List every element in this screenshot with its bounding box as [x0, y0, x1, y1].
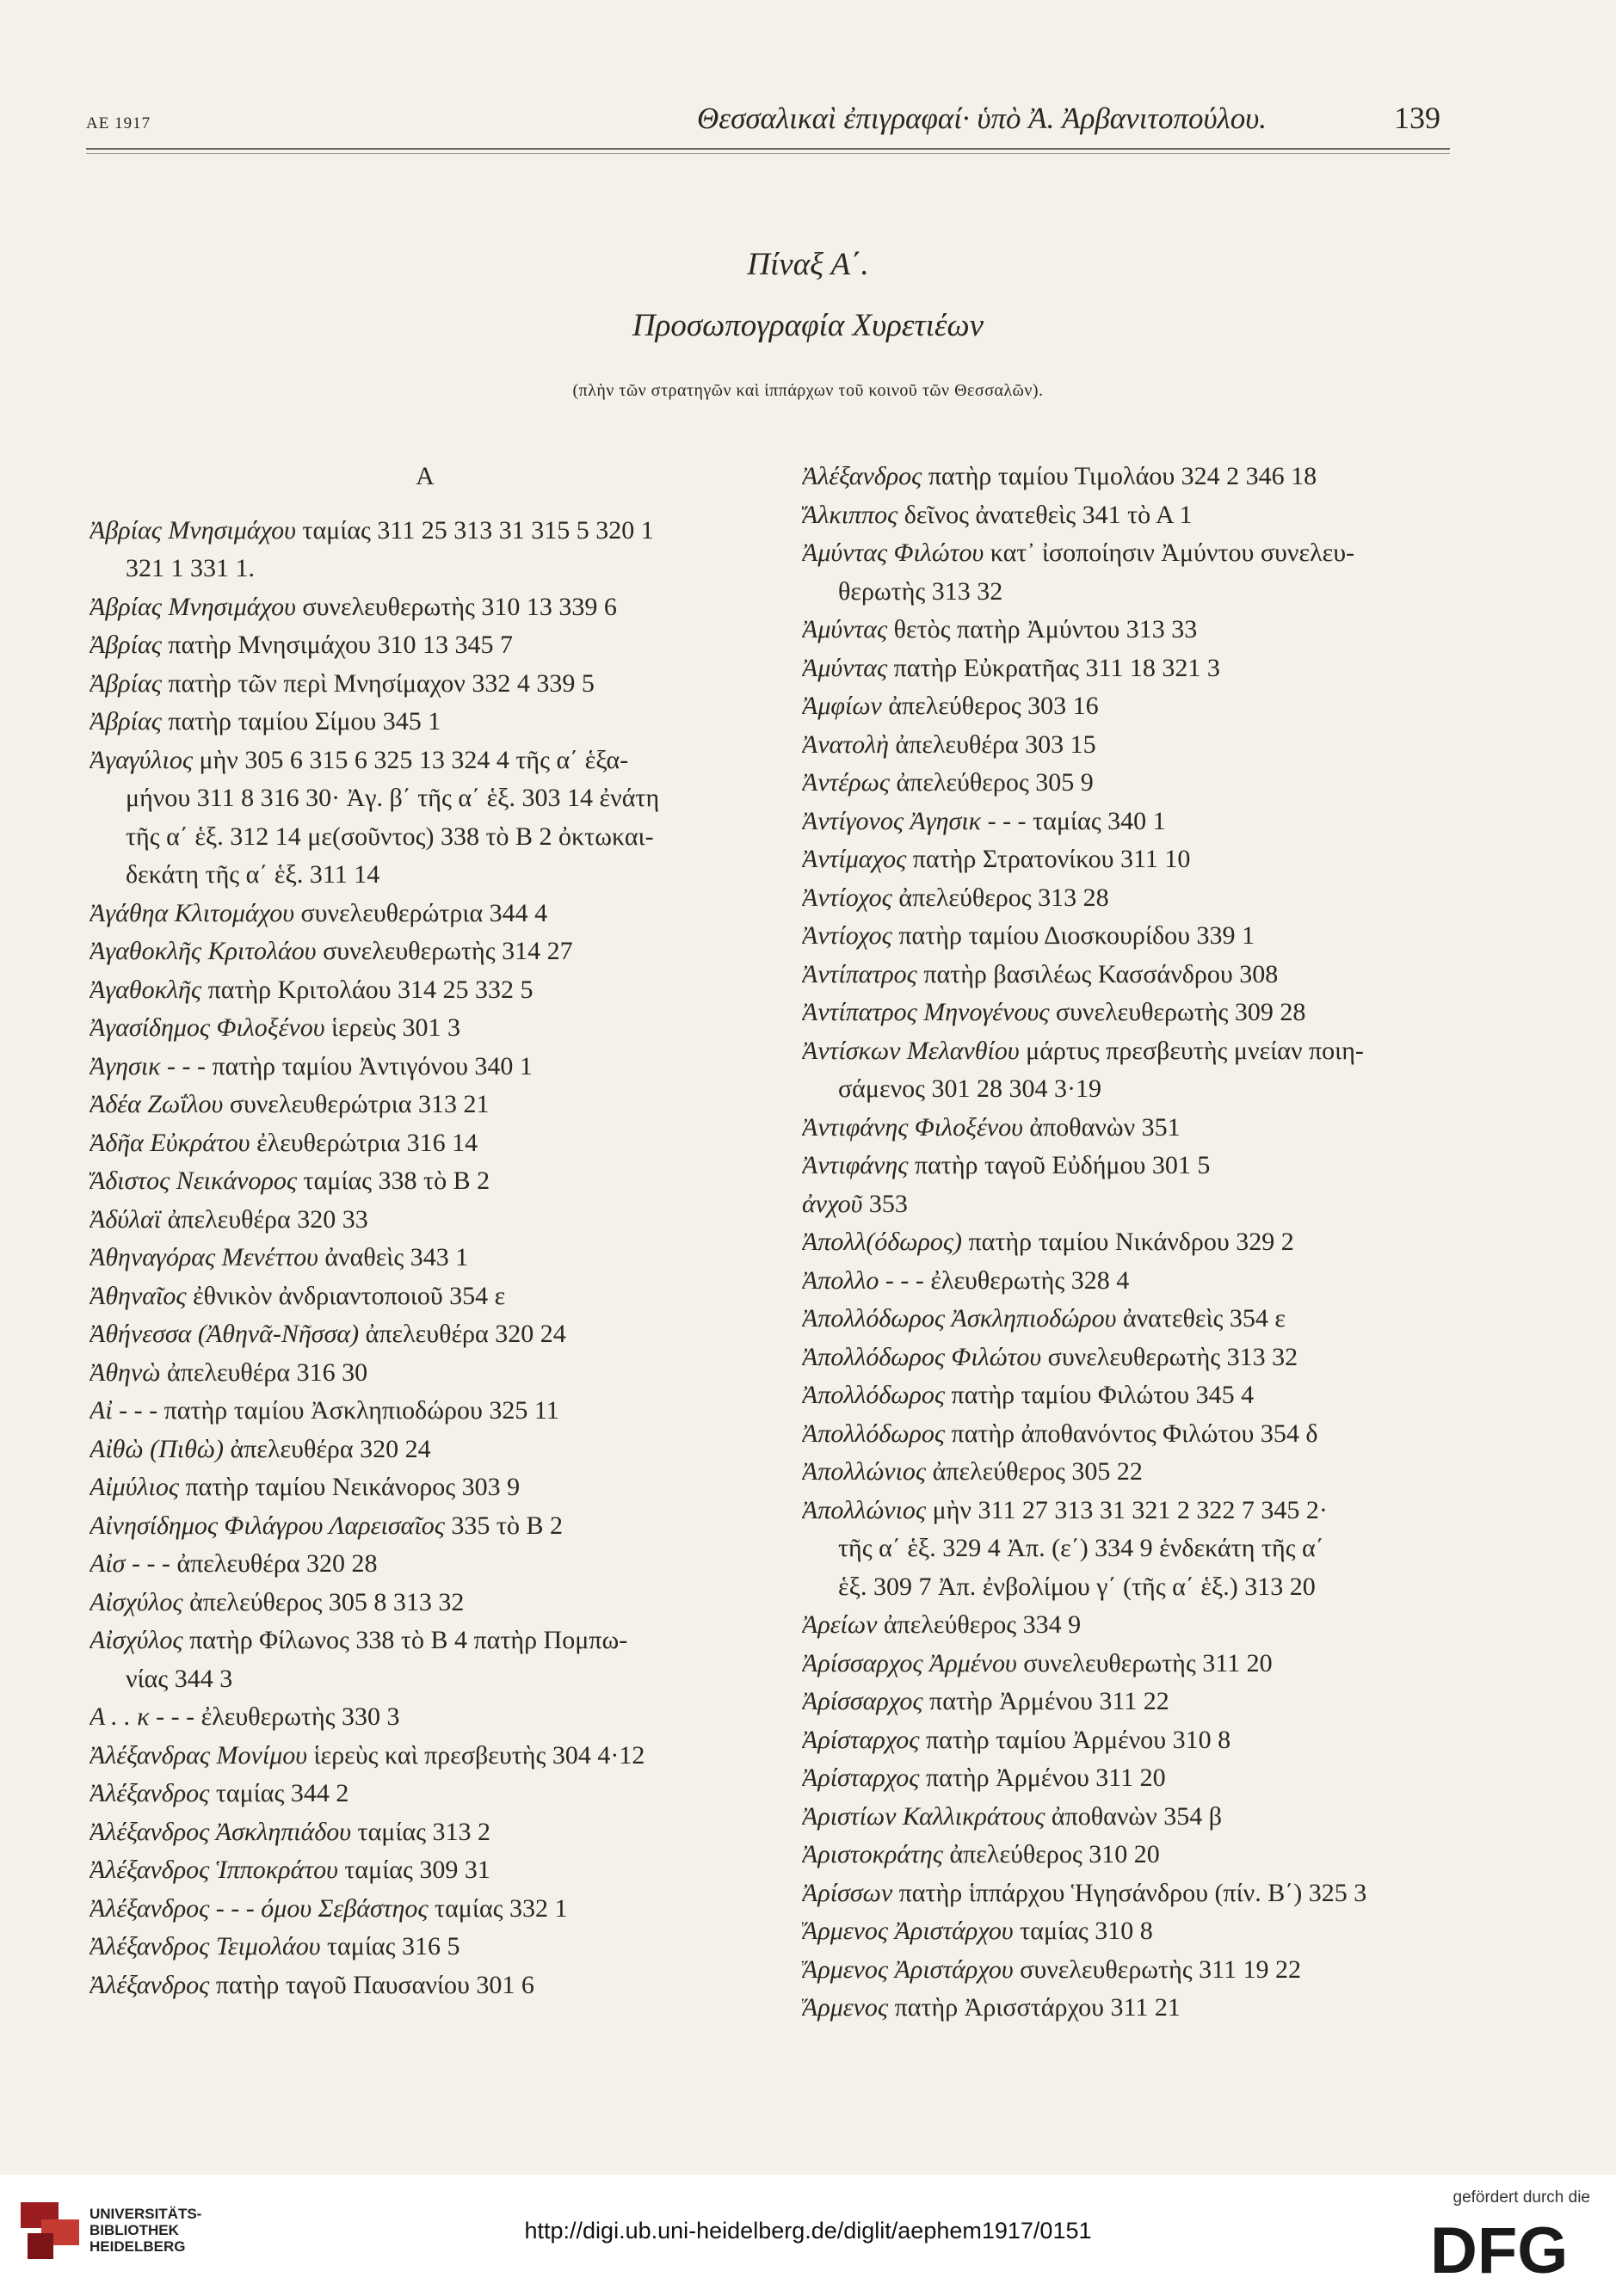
entry-references: ταμίας 338 τὸ Β 2	[297, 1166, 490, 1195]
index-entry-line	[89, 1545, 761, 1584]
index-entry-line	[89, 1851, 761, 1890]
entry-references: ἐλευθερωτὴς 330 3	[194, 1702, 400, 1731]
entry-name: Ἀριστοκράτης	[802, 1840, 943, 1868]
entry-name: Ἀβρίας Μνησιμάχου	[89, 592, 296, 621]
index-entry-line	[802, 687, 1456, 726]
section-note: (πλὴν τῶν στρατηγῶν καὶ ἱππάρχων τοῦ κοινοῦ τῶν Θεσσαλῶν).	[572, 381, 1044, 400]
entry-name: Ἀρείων	[802, 1610, 878, 1639]
entry-references: 353	[862, 1189, 908, 1218]
entry-name: Ἀπολλόδωρος	[802, 1381, 946, 1409]
index-entry-line	[802, 1223, 1456, 1262]
page-number: 139	[1394, 101, 1440, 135]
entry-references: ταμίας 309 31	[337, 1856, 490, 1884]
entry-name: Ἀθηνὼ	[89, 1357, 161, 1387]
index-entry-line	[89, 971, 761, 1010]
index-entry-line	[802, 1147, 1456, 1185]
entry-name: Ἀπολλόδωρος	[802, 1419, 946, 1448]
index-entry-line	[802, 764, 1456, 803]
entry-references: ἀπελεύθερος 305 8 313 32	[182, 1587, 465, 1616]
entry-references: πατὴρ Φίλωνος 338 τὸ Β 4 πατὴρ Πομπω-	[182, 1626, 628, 1654]
index-entry-line	[89, 1201, 761, 1240]
index-entry-line	[89, 626, 761, 665]
index-entry-line	[802, 1339, 1456, 1377]
entry-references: 321 1 331 1.	[126, 554, 255, 582]
entry-references: τῆς α΄ ἑξ. 312 14 με(σοῦντος) 338 τὸ Β 2 ὀκτωκαι-	[126, 822, 654, 851]
index-entry-line	[89, 588, 761, 627]
entry-references: ταμίας 316 5	[320, 1932, 460, 1961]
entry-references: ἀπελεύθερος 303 16	[881, 692, 1099, 720]
entry-references: ἀναθεὶς 343 1	[318, 1243, 469, 1271]
entry-references: ἀνατεθεὶς 354 ε	[1116, 1304, 1286, 1333]
entry-name: Ἀβρίας	[89, 707, 162, 736]
index-entry-line	[89, 1277, 761, 1316]
index-entry-line	[802, 1185, 1456, 1224]
funding-note: gefördert durch die	[1453, 2188, 1590, 2207]
index-entry-line	[802, 1032, 1456, 1071]
entry-references: μήνου 311 8 316 30· Ἀγ. β΄ τῆς α΄ ἑξ. 303 14 ἐνάτη	[126, 784, 660, 812]
index-entry-line	[802, 1645, 1456, 1684]
right-column	[802, 458, 1456, 2028]
entry-references: ἀποθανὼν 351	[1022, 1112, 1181, 1142]
entry-references: ἀπελεύθερος 313 28	[891, 883, 1109, 912]
index-entry-line	[89, 1162, 761, 1201]
entry-name: Ἀντιφάνης	[802, 1151, 909, 1179]
entry-references: θετὸς πατὴρ Ἀμύντου 313 33	[887, 615, 1198, 643]
index-entry-line	[802, 917, 1456, 956]
entry-references: ἱερεὺς καὶ πρεσβευτὴς 304 4·12	[307, 1740, 645, 1770]
entry-name: Ἄδιστος Νεικάνορος	[89, 1166, 298, 1195]
entry-name: ἀνχοῦ	[802, 1189, 863, 1218]
index-entry-line	[89, 1009, 761, 1048]
entry-references: δεῖνος ἀνατεθεὶς 341 τὸ Α 1	[897, 500, 1193, 529]
index-entry-line	[802, 611, 1456, 649]
entry-name: Ἀλέξανδρος Ἱπποκράτου	[89, 1856, 338, 1884]
index-entry-line	[89, 550, 761, 588]
entry-references: πατὴρ ταμίου Ἀντιγόνου 340 1	[206, 1051, 533, 1080]
entry-name: Α . . κ - - -	[89, 1702, 195, 1731]
index-entry-line	[89, 856, 761, 895]
entry-references: πατὴρ ταμίου Φιλώτου 345 4	[945, 1381, 1255, 1409]
entry-name: Ἀλέξανδρος	[802, 462, 922, 490]
entry-references: μὴν 305 6 315 6 325 13 324 4 τῆς α΄ ἑξα-	[193, 745, 629, 774]
entry-references: συνελευθερώτρια 313 21	[223, 1090, 490, 1118]
index-entry-line	[802, 1415, 1456, 1454]
entry-references: σάμενος 301 28 304 3·19	[838, 1074, 1102, 1103]
entry-name: Ἀγαθοκλῆς Κριτολάου	[89, 937, 317, 965]
index-entry-line	[802, 1568, 1456, 1607]
entry-name: Αἰσχύλος	[89, 1626, 183, 1654]
entry-references: ἑξ. 309 7 Ἀπ. ἐνβολίμου γ΄ (τῆς α΄ ἑξ.) 313 20	[838, 1572, 1316, 1601]
index-entry-line	[89, 1507, 761, 1546]
entry-references: πατὴρ ταμίου Τιμολάου 324 2 346 18	[922, 462, 1317, 490]
index-entry-line	[802, 1721, 1456, 1760]
entry-references: πατὴρ ταμίου Σίμου 345 1	[161, 707, 441, 736]
index-entry-line	[802, 726, 1456, 765]
entry-name: Ἀγησικ - - -	[89, 1051, 207, 1080]
entry-name: Ἀντίσκων Μελανθίου	[802, 1036, 1020, 1065]
index-entry-line	[89, 779, 761, 818]
index-entry-line	[802, 1492, 1456, 1530]
index-entry-line	[89, 742, 761, 780]
index-entry-line	[89, 1124, 761, 1163]
entry-name: Ἀλέξανδρος	[89, 1970, 210, 1999]
entry-references: ταμίας 313 2	[351, 1817, 491, 1846]
entry-name: Ἀντίπατρος Μηνογένους	[802, 998, 1050, 1026]
index-entry-line	[89, 1890, 761, 1929]
entry-references: πατὴρ ἀποθανόντος Φιλώτου 354 δ	[945, 1419, 1318, 1448]
header-rule-thin	[86, 153, 1450, 154]
entry-name: Αἰθὼ (Πιθὼ)	[89, 1434, 224, 1463]
entry-references: πατὴρ ταμίου Νικάνδρου 329 2	[962, 1228, 1294, 1256]
entry-name: Ἀδῆα Εὐκράτου	[89, 1128, 250, 1157]
entry-references: πατὴρ ταμίου Ἀσκληπιοδώρου 325 11	[157, 1396, 559, 1425]
entry-name: Αἰσχύλος	[89, 1587, 183, 1616]
library-name-line: HEIDELBERG	[89, 2238, 186, 2255]
index-entry-line	[802, 1376, 1456, 1415]
entry-name: Ἀμύντας	[802, 615, 888, 643]
entry-name: Ἀπολλώνιος	[802, 1495, 927, 1524]
entry-name: Ἀρίσταρχος	[802, 1725, 920, 1754]
entry-name: Ἀρίσσαρχος Ἀρμένου	[802, 1648, 1017, 1677]
entry-name: Αἰμύλιος	[89, 1473, 179, 1501]
index-entry-line	[802, 1989, 1456, 2028]
entry-name: Αἰνησίδημος Φιλάγρου Λαρεισαῖος	[89, 1511, 445, 1540]
entry-references: ἀπελευθέρα 320 24	[223, 1434, 431, 1463]
entry-references: ταμίας 310 8	[1013, 1917, 1153, 1945]
entry-name: Ἅρμενος Ἀριστάρχου	[802, 1954, 1014, 1984]
index-entry-line	[89, 1813, 761, 1852]
entry-references: ταμίας 332 1	[428, 1893, 568, 1923]
entry-references: τῆς α΄ ἑξ. 329 4 Ἀπ. (ε΄) 334 9 ἑνδεκάτη τῆς α΄	[838, 1534, 1324, 1562]
entry-name: Ἀλέξανδρος	[89, 1779, 210, 1807]
entry-references: πατὴρ ταγοῦ Παυσανίου 301 6	[209, 1970, 534, 1999]
library-name-line: UNIVERSITÄTS-	[89, 2206, 202, 2222]
entry-references: κατ᾽ ἰσοποίησιν Ἀμύντου συνελευ-	[984, 539, 1355, 567]
letter-heading: Α	[416, 462, 435, 490]
index-entry-line	[89, 1737, 761, 1776]
entry-name: Ἀβρίας	[89, 668, 162, 698]
entry-name: Ἀγαθοκλῆς	[89, 975, 202, 1004]
entry-name: Ἀρίσσων	[802, 1878, 893, 1907]
entry-name: Αἰ - - -	[89, 1396, 158, 1425]
table-title: Πίναξ Α΄.	[747, 247, 869, 282]
entry-references: πατὴρ Εὐκρατῆας 311 18 321 3	[887, 653, 1220, 682]
entry-name: Ἀντίπατρος	[802, 959, 917, 988]
index-entry-line	[802, 1683, 1456, 1721]
entry-name: Ἀριστίων Καλλικράτους	[802, 1801, 1045, 1831]
entry-name: Ἀπολλώνιος	[802, 1457, 927, 1486]
entry-references: πατὴρ ταμίου Διοσκουρίδου 339 1	[891, 921, 1255, 950]
entry-references: πατὴρ Στρατονίκου 311 10	[906, 845, 1191, 873]
index-entry-line	[802, 1109, 1456, 1148]
entry-references: μάρτυς πρεσβευτὴς μνείαν ποιη-	[1019, 1036, 1364, 1065]
entry-name: Ἀλέξανδρος Τειμολάου	[89, 1932, 321, 1961]
entry-name: Ἀλέξανδρος Ἀσκληπιάδου	[89, 1817, 352, 1846]
entry-references: νίας 344 3	[126, 1664, 233, 1693]
entry-references: πατὴρ Ἀρμένου 311 22	[922, 1687, 1169, 1715]
entry-name: Ἀντιφάνης Φιλοξένου	[802, 1112, 1023, 1142]
entry-references: πατὴρ Ἀρμένου 311 20	[919, 1764, 1166, 1792]
index-entry-line	[802, 1453, 1456, 1492]
entry-references: ταμίας 340 1	[1026, 806, 1166, 835]
entry-name: Ἀρίσταρχος	[802, 1764, 920, 1792]
entry-name: Ἀντέρως	[802, 768, 890, 797]
entry-references: συνελευθερώτρια 344 4	[293, 898, 548, 927]
entry-references: ἀπελεύθερος 305 9	[889, 768, 1094, 797]
entry-name: Ἀδύλαϊ	[89, 1204, 162, 1234]
index-entry-line	[89, 1584, 761, 1622]
entry-references: ἀπελεύθερος 305 22	[926, 1457, 1143, 1486]
entry-name: Ἅρμενος Ἀριστάρχου	[802, 1917, 1014, 1945]
index-entry-line	[89, 818, 761, 857]
index-entry-line	[89, 703, 761, 742]
entry-references: συνελευθερωτὴς 310 13 339 6	[295, 592, 617, 621]
footer-bar	[0, 2175, 1616, 2296]
entry-name: Ἀπολλ(όδωρος)	[802, 1228, 963, 1256]
index-entry-line	[89, 1698, 761, 1737]
index-entry-line	[802, 1798, 1456, 1837]
entry-name: Ἀνατολὴ	[802, 729, 890, 759]
index-entry-line	[802, 1951, 1456, 1990]
entry-references: ἀπελευθέρα 320 33	[161, 1204, 368, 1234]
entry-references: συνελευθερωτὴς 309 28	[1049, 998, 1306, 1026]
index-entry-line	[89, 1660, 761, 1699]
entry-name: Ἀλέξανδρος - - - όμου Σεβάστηος	[89, 1893, 429, 1923]
index-entry-line	[89, 1048, 761, 1086]
entry-references: ἀπελεύθερος 334 9	[877, 1610, 1082, 1639]
entry-references: πατὴρ τῶν περὶ Μνησίμαχον 332 4 339 5	[161, 668, 595, 698]
index-entry-line	[89, 1086, 761, 1124]
entry-references: ἀπελευθέρα 320 28	[170, 1549, 378, 1578]
index-entry-line	[802, 840, 1456, 879]
entry-name: Ἀγασίδημος Φιλοξένου	[89, 1013, 325, 1042]
index-entry-line	[802, 1070, 1456, 1109]
entry-name: Αἰσ - - -	[89, 1549, 170, 1578]
entry-references: ταμίας 311 25 313 31 315 5 320 1	[295, 515, 654, 545]
index-entry-line	[89, 1967, 761, 2005]
entry-references: πατὴρ βασιλέως Κασσάνδρου 308	[916, 959, 1279, 988]
entry-references: πατὴρ Μνησιμάχου 310 13 345 7	[161, 631, 513, 659]
entry-name: Ἀπολλόδωρος Φιλώτου	[802, 1342, 1042, 1371]
index-entry-line	[89, 1468, 761, 1507]
entry-name: Ἀπολλο - - -	[802, 1265, 924, 1295]
index-entry-line	[802, 994, 1456, 1032]
library-name-line: BIBLIOTHEK	[89, 2222, 179, 2238]
index-entry-line	[802, 458, 1456, 496]
entry-name: Ἀγαγύλιος	[89, 745, 193, 774]
entry-references: ἐλευθερωτὴς 328 4	[923, 1265, 1130, 1295]
running-header-journal: ΑΕ 1917	[86, 114, 151, 132]
index-entry-line	[89, 1622, 761, 1660]
index-entry-line	[802, 1262, 1456, 1301]
entry-name: Ἀλέξανδρας Μονίμου	[89, 1740, 308, 1770]
index-entry-line	[89, 1775, 761, 1813]
index-entry-line	[802, 1606, 1456, 1645]
index-entry-line	[802, 649, 1456, 688]
index-entry-line	[802, 956, 1456, 994]
index-entry-line	[802, 1874, 1456, 1913]
entry-references: μὴν 311 27 313 31 321 2 322 7 345 2·	[926, 1495, 1328, 1524]
entry-references: ἀπελευθέρα 320 24	[359, 1320, 566, 1348]
index-entry-line	[802, 1912, 1456, 1951]
entry-references: θερωτὴς 313 32	[838, 576, 1003, 606]
entry-name: Ἀθήνεσσα (Ἀθηνᾶ-Νῆσσα)	[89, 1320, 360, 1348]
entry-references: ἀποθανὼν 354 β	[1045, 1801, 1222, 1831]
index-entry-line	[89, 933, 761, 971]
entry-references: πατὴρ Ἀρισστάρχου 311 21	[888, 1993, 1181, 2022]
index-entry-line	[89, 665, 761, 704]
entry-name: Ἀβρίας	[89, 631, 162, 659]
index-entry-line	[802, 1530, 1456, 1568]
entry-name: Ἀπολλόδωρος Ἀσκληπιοδώρου	[802, 1304, 1117, 1333]
index-entry-line	[802, 1300, 1456, 1339]
source-url-link[interactable]: http://digi.ub.uni-heidelberg.de/diglit/aephem1917/0151	[524, 2218, 1092, 2244]
entry-references: πατὴρ ἱππάρχου Ἡγησάνδρου (πίν. Β΄) 325 3	[892, 1878, 1367, 1907]
index-entry-line	[802, 496, 1456, 535]
entry-references: πατὴρ Κριτολάου 314 25 332 5	[201, 975, 534, 1004]
section-heading: Προσωπογραφία Χυρετιέων	[632, 308, 984, 343]
entry-references: πατὴρ ταμίου Νεικάνορος 303 9	[179, 1473, 521, 1501]
left-column	[89, 458, 761, 2004]
entry-name: Ἅρμενος	[802, 1993, 889, 2022]
index-entry-line	[89, 1354, 761, 1393]
entry-references: δεκάτη τῆς α΄ ἑξ. 311 14	[126, 860, 380, 889]
entry-references: συνελευθερωτὴς 311 19 22	[1013, 1954, 1302, 1984]
entry-references: ἐθνικὸν ἀνδριαντοποιοῦ 354 ε	[186, 1281, 506, 1310]
entry-name: Ἀμύντας Φιλώτου	[802, 539, 984, 567]
dfg-logo-icon	[1430, 2218, 1590, 2281]
dfg-logo-text: DFG	[1430, 2218, 1569, 2281]
entry-name: Ἀθηναῖος	[89, 1281, 187, 1310]
running-header-title: Θεσσαλικαὶ ἐπιγραφαί· ὑπὸ Ἀ. Ἀρβανιτοπούλου.	[697, 102, 1268, 135]
entry-references: ταμίας 344 2	[209, 1779, 349, 1807]
entry-references: ἐλευθερώτρια 316 14	[250, 1128, 478, 1157]
index-entry-line	[802, 1836, 1456, 1874]
entry-references: ἀπελεύθερος 310 20	[942, 1840, 1160, 1868]
index-entry-line	[89, 1239, 761, 1277]
index-entry-line	[802, 1759, 1456, 1798]
entry-references: πατὴρ ταμίου Ἀρμένου 310 8	[919, 1725, 1231, 1754]
entry-name: Ἀντίγονος Ἀγησικ - - -	[802, 806, 1027, 835]
entry-name: Ἀντίοχος	[802, 883, 892, 912]
index-entry-line	[89, 1392, 761, 1431]
index-entry-line	[802, 534, 1456, 573]
entry-name: Ἀβρίας Μνησιμάχου	[89, 515, 296, 545]
entry-references: συνελευθερωτὴς 314 27	[316, 937, 573, 965]
entry-name: Ἄλκιππος	[802, 500, 898, 529]
entry-name: Ἀντίμαχος	[802, 845, 907, 873]
entry-references: ἱερεὺς 301 3	[324, 1013, 460, 1042]
index-entry-line	[89, 1928, 761, 1967]
index-entry-line	[802, 573, 1456, 612]
index-entry-line	[89, 512, 761, 551]
index-entry-line	[802, 803, 1456, 841]
entry-name: Ἀθηναγόρας Μενέττου	[89, 1243, 318, 1271]
entry-name: Ἀντίοχος	[802, 921, 892, 950]
index-entry-line	[89, 895, 761, 933]
header-rule	[86, 148, 1450, 150]
entry-name: Ἀγάθηα Κλιτομάχου	[89, 898, 294, 927]
entry-name: Ἀμφίων	[802, 692, 882, 720]
index-entry-line	[89, 1315, 761, 1354]
entry-name: Ἀμύντας	[802, 653, 888, 682]
index-entry-line	[89, 1431, 761, 1469]
entry-references: ἀπελευθέρα 316 30	[160, 1357, 368, 1387]
entry-references: ἀπελευθέρα 303 15	[889, 729, 1096, 759]
entry-references: πατὴρ ταγοῦ Εὐδήμου 301 5	[908, 1151, 1211, 1179]
entry-references: συνελευθερωτὴς 313 32	[1041, 1342, 1298, 1371]
entry-name: Ἀδέα Ζωΐλου	[89, 1090, 224, 1118]
entry-references: συνελευθερωτὴς 311 20	[1016, 1648, 1273, 1677]
entry-references: 335 τὸ Β 2	[444, 1511, 563, 1540]
index-entry-line	[802, 879, 1456, 918]
entry-name: Ἀρίσσαρχος	[802, 1687, 923, 1715]
